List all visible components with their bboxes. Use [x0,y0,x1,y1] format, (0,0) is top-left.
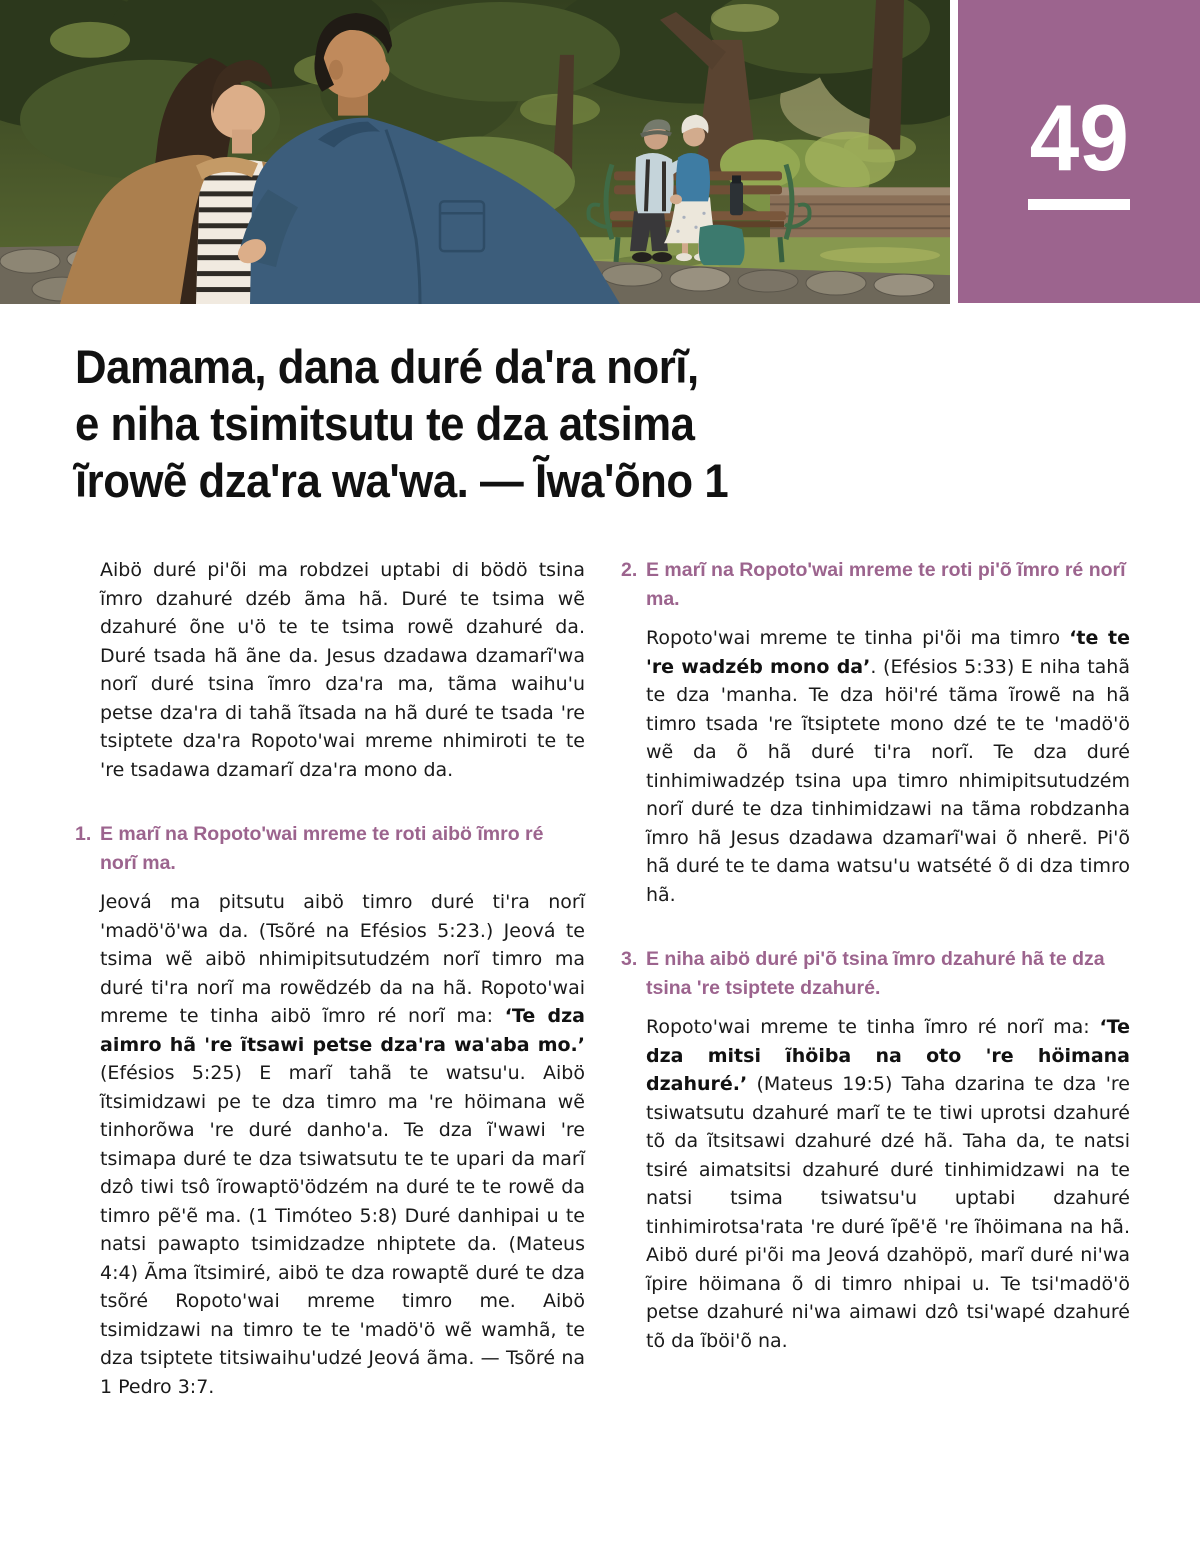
section-2-heading [621,556,1130,614]
section-3-number: 3. [621,948,638,970]
section-3-text-pre: Ropoto'wai mreme te tinha ĩmro ré norĩ ma: [646,1016,1100,1038]
hero-photo [0,0,950,304]
article-title [75,338,728,509]
section-1-scripture-quote: ‘Te dza aimro hã 're ĩtsawi petse dza'ra wa'aba mo.’ [100,1005,585,1056]
section-3-heading-text: E niha aibö duré pi'õ tsina ĩmro dzahuré hã te dza tsina 're tsiptete dzahuré. [646,948,1105,999]
section-2-text-pre: Ropoto'wai mreme te tinha pi'õi ma timro [646,627,1070,649]
chapter-number-badge [958,0,1200,303]
title-line-3: ĩrowẽ dza'ra wa'wa. — Ĩwa'õno 1 [75,454,729,507]
section-1-heading [75,820,585,878]
section-3 [621,945,1130,1355]
park-scene-illustration [0,0,950,304]
bag [699,225,745,265]
section-2 [621,556,1130,909]
column-left [75,556,585,1401]
chapter-number-underline [1028,199,1130,210]
column-right [621,556,1130,1355]
section-1-text-post: (Efésios 5:25) E marĩ tahã te watsu'u. Aibö ĩtsimidzawi pe te dza timro ma 're höimana wẽ tinhorõwa 're duré danho'a. Te dza ĩ'wawi 're tsimapa duré te dza tsiwatsutu te te upari da marĩ dzô tiwi tsô ĩrowaptö'ödzém na duré te te rowẽ da timro pẽ'ẽ ma. (1 Timóteo 5:8) Duré danhipai u te natsi pawapto tsimidzadze nhiptete da. (Mateus 4:4) Ãma ĩtsimiré, aibö te dza rowaptẽ duré te dza tsõré Ropoto'wai mreme timro me. Aibö tsimidzawi na timro te te 'madö'ö wẽ wamhã, te dza tsiptete titsiwaihu'udzé Jeová ãma. — Tsõré na 1 Pedro 3:7. [100,1062,585,1398]
section-2-paragraph [646,624,1130,909]
section-2-scripture-quote: ‘te te 're wadzéb mono da’ [646,627,1130,678]
section-3-paragraph [646,1013,1130,1355]
intro-paragraph: Aibö duré pi'õi ma robdzei uptabi di bödö tsina ĩmro dzahuré dzéb ãma hã. Duré te tsima wẽ dzahuré õne u'ö te te tsima rowẽ dzahuré da. Duré tsada hã ãne da. Jesus dzadawa dzamarĩ'wa norĩ duré tsina ĩmro dza'ra ma, tãma waihu'u petse dza'ra di tahã ĩtsada na hã duré te tsada 're tsiptete dza'ra Ropoto'wai mreme nhimiroti te te 're tsadawa dzamarĩ dza'ra mono da. [100,559,585,781]
title-line-1: Damama, dana duré da'ra norĩ, [75,340,699,393]
section-1-heading-text: E marĩ na Ropoto'wai mreme te roti aibö ĩmro ré norĩ ma. [100,823,544,874]
section-1-text-pre: Jeová ma pitsutu aibö timro duré ti'ra norĩ 'madö'ö'wa da. (Tsõré na Efésios 5:23.) Jeová te tsima wẽ aibö nhimipitsutudzém norĩ timro ma duré ti'ra norĩ ma rowẽdzéb da na hã. Ropoto'wai mreme te tinha aibö ĩmro ré norĩ ma: [100,891,585,1027]
section-2-heading-text: E marĩ na Ropoto'wai mreme te roti pi'õ ĩmro ré norĩ ma. [646,559,1126,610]
title-line-2: e niha tsimitsutu te dza atsima [75,397,695,450]
section-2-number: 2. [621,559,638,581]
section-1-paragraph [100,888,585,1401]
section-2-text-post: . (Efésios 5:33) E niha tahã te dza 'manha. Te dza höi'ré tãma ĩrowẽ na hã timro tsada 're ĩtsiptete mono dzé te te 'madö'ö wẽ da õ hã duré ti'ra norĩ. Te dza duré tinhimiwadzép tsina upa timro nhimipitsutudzém norĩ duré te dza tinhimidzawi na tãma robdzanha ĩmro hã Jesus dzadawa dzamarĩ'wai õ nherẽ. Pi'õ hã duré te te dama watsu'u watsété õ di dza timro hã. [646,655,1130,906]
section-3-heading [621,945,1130,1003]
section-1-number: 1. [75,823,92,845]
chapter-number: 49 [1029,84,1129,190]
section-1 [75,820,585,1401]
section-3-text-post: (Mateus 19:5) Taha dzarina te dza 're tsiwatsutu dzahuré marĩ te te tiwi uprotsi dzahuré tõ da ĩtsitsawi dzahuré dzé hã. Taha da, te natsi tsiré aimatsitsi dzahuré duré tinhimidzawi na te natsi tsima tsiwatsu'u uptabi dzahuré tinhimirotsa'rata 're duré ĩpẽ'ẽ 're ĩhöimana na hã. Aibö duré pi'õi ma Jeová dzahöpö, marĩ duré ni'wa ĩpire höimana õ di timro nhipai u. Te tsi'madö'ö petse dzahuré ni'wa aimawi dzô tsi'wapé dzahuré tõ da ĩböi'õ na. [646,1073,1130,1352]
section-3-scripture-quote: ‘Te dza mitsi ĩhöiba na oto 're höimana dzahuré.’ [646,1016,1130,1095]
